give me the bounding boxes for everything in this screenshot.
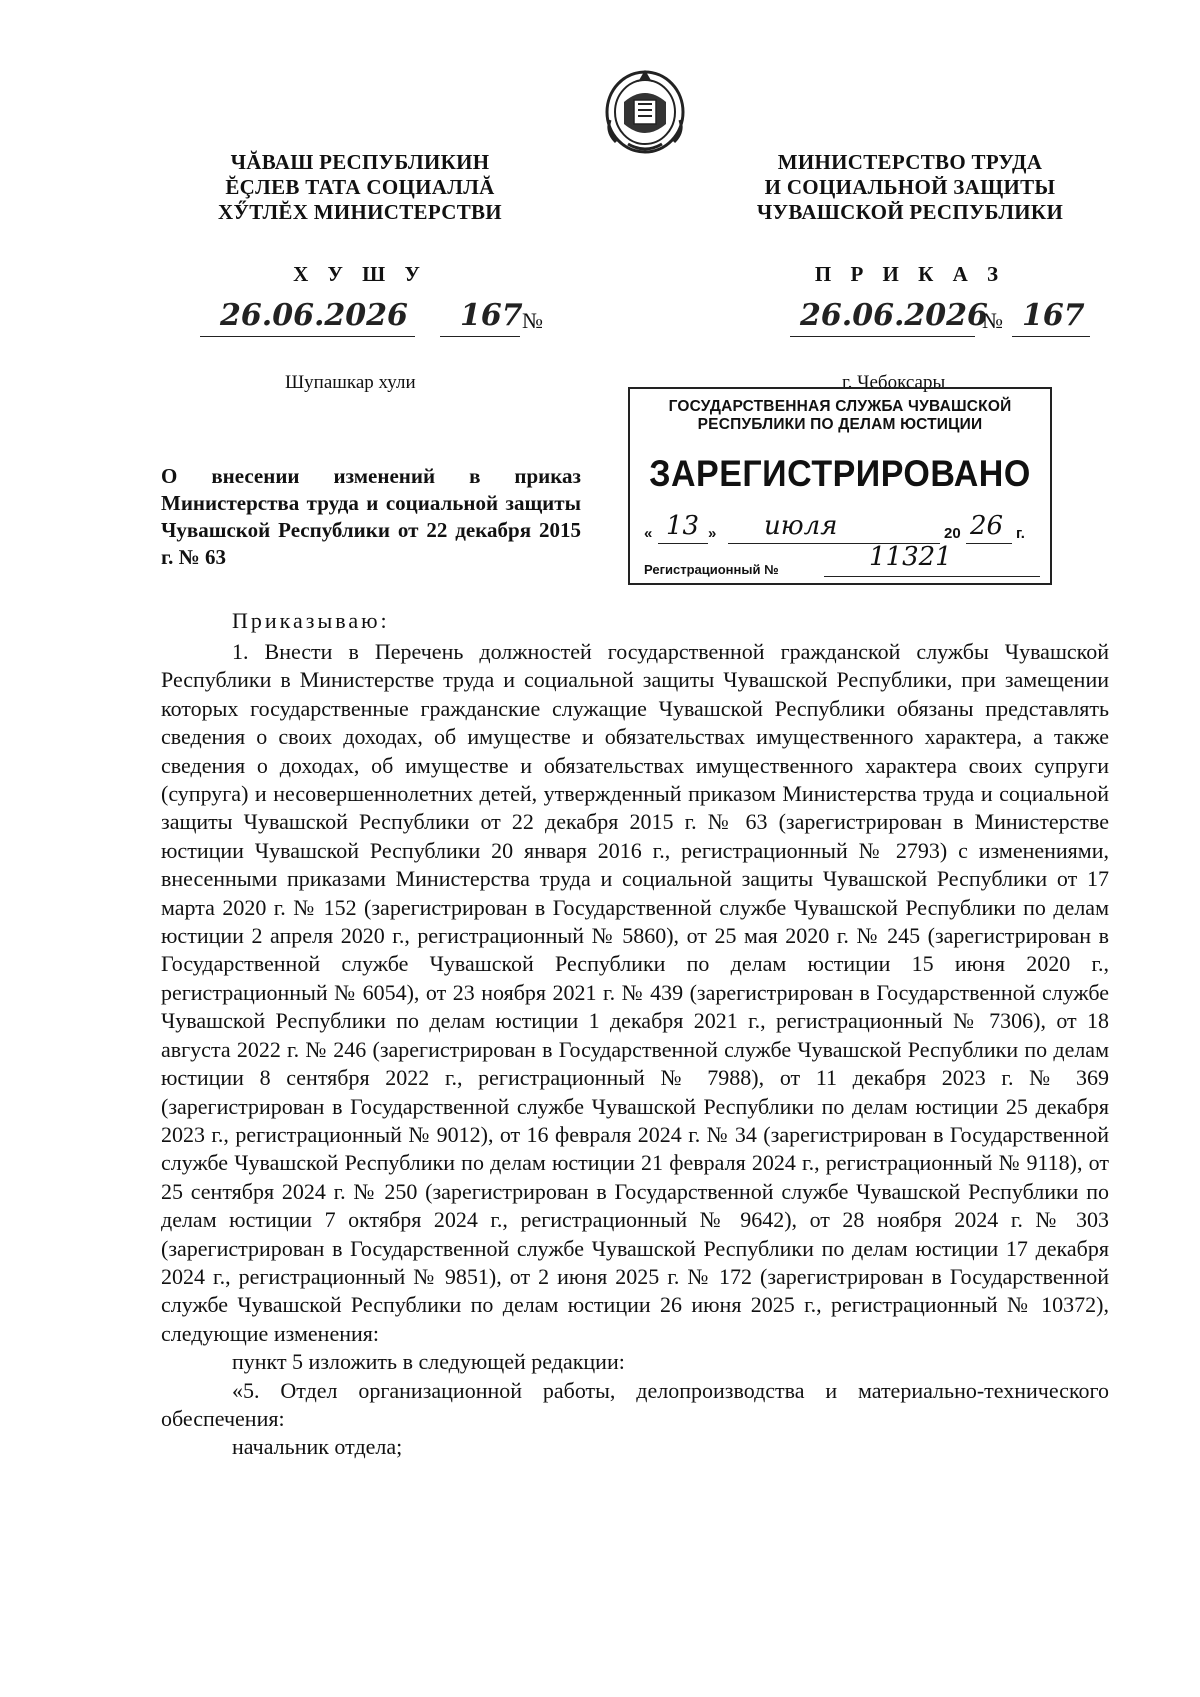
stamp-year-suffix: 26 (970, 511, 1004, 541)
document-body (161, 638, 1109, 1462)
handwritten-number-right: 167 (1022, 298, 1085, 333)
stamp-date-row (644, 511, 1044, 547)
registration-stamp (628, 387, 1052, 585)
document-subject: О внесении изменений в приказ Министерства труда и социальной защиты Чувашской Республики от 22 декабря 2015 г. № 63 (161, 464, 581, 569)
number-underline-right (1012, 336, 1090, 337)
stamp-open-quote: « (644, 525, 653, 542)
stamp-day-underline (658, 543, 708, 544)
stamp-agency: ГОСУДАРСТВЕННАЯ СЛУЖБА ЧУВАШСКОЙ РЕСПУБЛИКИ ПО ДЕЛАМ ЮСТИЦИИ (668, 398, 1012, 433)
body-paragraph-2: пункт 5 изложить в следующей редакции: (232, 1349, 625, 1375)
handwritten-number-left: 167 (460, 298, 523, 333)
header-right-line-2: И СОЦИАЛЬНОЙ ЗАЩИТЫ (764, 175, 1056, 199)
stamp-day: 13 (666, 511, 700, 541)
chuvash-emblem-icon (602, 62, 688, 156)
date-number-line-left (200, 298, 560, 342)
date-underline-left (200, 336, 415, 337)
number-sign-right: № (982, 308, 1003, 333)
header-right-line-3: ЧУВАШСКОЙ РЕСПУБЛИКИ (756, 200, 1064, 224)
stamp-year-underline (966, 543, 1012, 544)
stamp-year-unit: г. (1016, 525, 1025, 542)
number-sign-left: № (522, 308, 543, 333)
city-chuvash: Шупашкар хули (285, 372, 416, 393)
handwritten-date-left: 26.06.2026 (220, 298, 408, 333)
header-chuvash-name (150, 150, 570, 225)
stamp-year-prefix: 20 (944, 525, 961, 542)
stamp-reg-label: Регистрационный № (644, 562, 779, 577)
doc-title-russian: П Р И К А З (814, 262, 1006, 286)
date-underline-right (790, 336, 975, 337)
header-right-line-1: МИНИСТЕРСТВО ТРУДА (777, 150, 1043, 174)
header-russian-name (700, 150, 1120, 225)
body-paragraph-4: начальник отдела; (232, 1434, 403, 1460)
date-number-line-right (790, 298, 1110, 342)
number-underline-left (440, 336, 520, 337)
body-paragraph-1: 1. Внести в Перечень должностей государственной гражданской службы Чувашской Республики в Министерстве труда и социальной защиты Чувашской Республики, при замещении которых государственные гражданские служащие Чувашской Республики обязаны представлять сведения о своих доходах, об имуществе и обязательствах имущественного характера, а также сведения о доходах, об имуществе и обязательствах имущественного характера своих супруги (супруга) и несовершеннолетних детей, утвержденный приказом Министерства труда и социальной защиты Чувашской Республики от 22 декабря 2015 г. № 63 (зарегистрирован в Министерстве юстиции Чувашской Республики 20 января 2016 г., регистрационный № 2793) с изменениями, внесенными приказами Министерства труда и социальной защиты Чувашской Республики от 17 марта 2020 г. № 152 (зарегистрирован в Государственной службе Чувашской Республики по делам юстиции 2 апреля 2020 г., регистрационный № 5860), от 25 мая 2020 г. № 245 (зарегистрирован в Государственной службе Чувашской Республики по делам юстиции 15 июня 2020 г., регистрационный № 6054), от 23 ноября 2021 г. № 439 (зарегистрирован в Государственной службе Чувашской Республики по делам юстиции 1 декабря 2021 г., регистрационный № 7306), от 18 августа 2022 г. № 246 (зарегистрирован в Государственной службе Чувашской Республики по делам юстиции 8 сентября 2022 г., регистрационный № 7988), от 11 декабря 2023 г. № 369 (зарегистрирован в Государственной службе Чувашской Республики по делам юстиции 25 декабря 2023 г., регистрационный № 9012), от 16 февраля 2024 г. № 34 (зарегистрирован в Государственной службе Чувашской Республики по делам юстиции 21 февраля 2024 г., регистрационный № 9118), от 25 сентября 2024 г. № 250 (зарегистрирован в Государственной службе Чувашской Республики по делам юстиции 7 октября 2024 г., регистрационный № 9642), от 28 ноября 2024 г. № 303 (зарегистрирован в Государственной службе Чувашской Республики по делам юстиции 17 декабря 2024 г., регистрационный № 9851), от 2 июня 2025 г. № 172 (зарегистрирован в Государственной службе Чувашской Республики по делам юстиции 26 июня 2025 г., регистрационный № 10372), следующие изменения: (161, 639, 1109, 1346)
handwritten-date-right: 26.06.2026 (800, 298, 988, 333)
stamp-close-quote: » (708, 525, 717, 542)
stamp-month: июля (764, 511, 838, 541)
header-left-line-1: ЧĂВАШ РЕСПУБЛИКИН (230, 150, 490, 174)
stamp-status: ЗАРЕГИСТРИРОВАНО (649, 453, 1031, 495)
order-intro: Приказываю: (232, 608, 390, 633)
stamp-reg-row (644, 542, 1044, 582)
city-russian: г. Чебоксары (842, 372, 946, 393)
header-left-line-3: ХӲТЛĔХ МИНИСТЕРСТВИ (218, 200, 502, 224)
stamp-reg-underline (824, 576, 1040, 577)
stamp-reg-number: 11321 (869, 542, 952, 572)
header-left-line-2: ĔÇЛЕВ ТАТА СОЦИАЛЛĂ (225, 175, 495, 199)
body-paragraph-3: «5. Отдел организационной работы, делопроизводства и материально-технического обеспечения: (161, 1377, 1109, 1431)
doc-title-chuvash: Х У Ш У (293, 262, 427, 286)
